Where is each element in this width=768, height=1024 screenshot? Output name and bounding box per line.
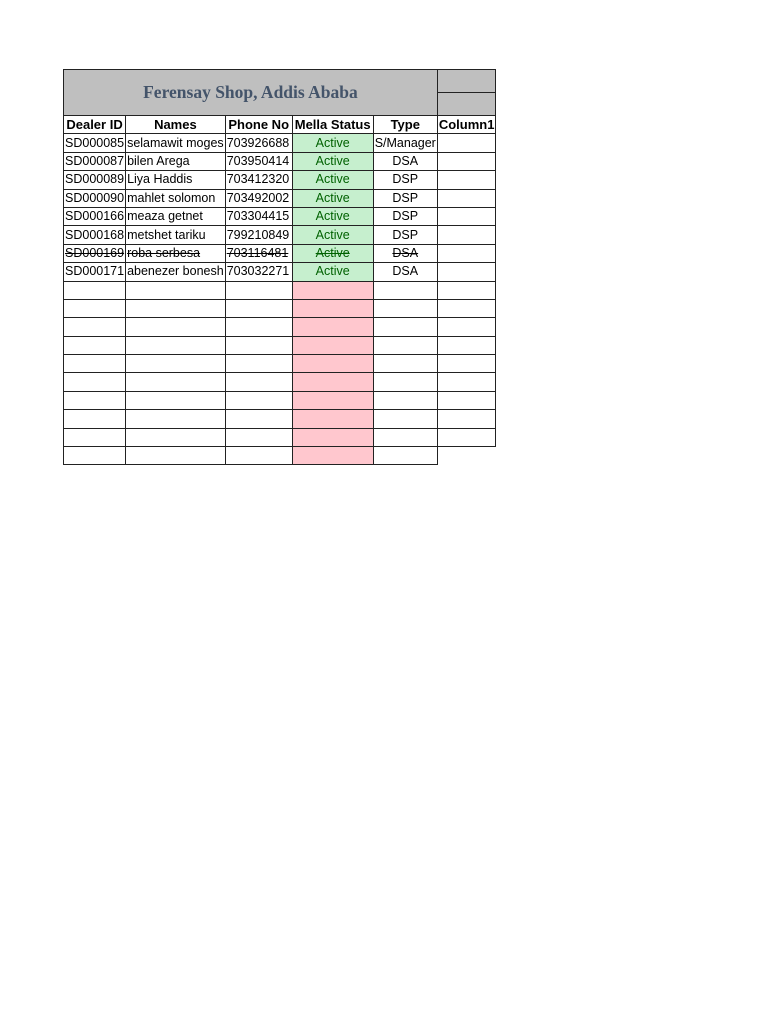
table-row [64, 207, 496, 225]
empty-cell[interactable] [64, 336, 126, 354]
phone-cell[interactable]: 703412320 [225, 171, 292, 189]
empty-cell[interactable] [64, 410, 126, 428]
phone-cell[interactable]: 703304415 [225, 207, 292, 225]
empty-cell[interactable] [292, 428, 373, 446]
header-column1[interactable]: Column1 [438, 117, 495, 133]
type-cell[interactable]: DSA [373, 152, 437, 170]
type-cell[interactable]: DSP [373, 207, 437, 225]
empty-cell[interactable] [437, 318, 496, 336]
column1-cell[interactable] [437, 134, 496, 152]
empty-cell[interactable] [373, 447, 437, 465]
phone-cell[interactable]: 703950414 [225, 152, 292, 170]
empty-cell[interactable] [437, 428, 496, 446]
empty-cell[interactable] [373, 410, 437, 428]
empty-cell[interactable] [292, 318, 373, 336]
name-cell[interactable]: meaza getnet [126, 207, 226, 225]
header-dealer-id[interactable]: Dealer ID [64, 116, 126, 134]
table-row [64, 189, 496, 207]
empty-cell[interactable] [225, 410, 292, 428]
empty-cell[interactable] [64, 428, 126, 446]
empty-cell[interactable] [225, 373, 292, 391]
type-cell[interactable]: DSA [373, 263, 437, 281]
type-cell[interactable]: DSP [373, 171, 437, 189]
empty-cell[interactable] [437, 355, 496, 373]
empty-cell[interactable] [292, 355, 373, 373]
phone-cell[interactable]: 703492002 [225, 189, 292, 207]
empty-cell[interactable] [64, 281, 126, 299]
type-cell[interactable]: S/Manager [373, 134, 437, 152]
header-phone-no[interactable]: Phone No [225, 116, 292, 134]
dealer-id-cell[interactable]: SD000168 [64, 226, 126, 244]
header-row [64, 116, 496, 134]
empty-cell[interactable] [126, 410, 226, 428]
header-mella-status[interactable]: Mella Status [292, 116, 373, 134]
title-side-cell-bottom[interactable] [437, 93, 496, 116]
empty-cell[interactable] [126, 373, 226, 391]
status-cell[interactable]: Active [292, 134, 373, 152]
empty-cell[interactable] [225, 391, 292, 409]
name-cell[interactable]: roba serbesa [126, 244, 226, 262]
status-cell[interactable]: Active [292, 226, 373, 244]
empty-cell[interactable] [437, 447, 496, 465]
status-cell[interactable]: Active [292, 244, 373, 262]
dealer-id-cell[interactable]: SD000085 [64, 134, 126, 152]
empty-cell[interactable] [292, 281, 373, 299]
phone-cell[interactable]: 703116481 [225, 244, 292, 262]
table-row [64, 244, 496, 262]
column1-cell[interactable] [437, 189, 496, 207]
empty-cell[interactable] [373, 299, 437, 317]
table-row [64, 134, 496, 152]
empty-cell[interactable] [64, 391, 126, 409]
table-row [64, 447, 496, 465]
name-cell[interactable]: abenezer bonesh [126, 263, 226, 281]
type-cell[interactable]: DSP [373, 226, 437, 244]
empty-cell[interactable] [126, 299, 226, 317]
table-row [64, 171, 496, 189]
status-cell[interactable]: Active [292, 189, 373, 207]
table-row [64, 152, 496, 170]
table-row [64, 281, 496, 299]
dealer-id-cell[interactable]: SD000171 [64, 263, 126, 281]
empty-cell[interactable] [126, 391, 226, 409]
empty-cell[interactable] [64, 447, 126, 465]
status-cell[interactable]: Active [292, 152, 373, 170]
empty-cell[interactable] [126, 428, 226, 446]
status-cell[interactable]: Active [292, 171, 373, 189]
table-row [64, 263, 496, 281]
dealer-id-cell[interactable]: SD000166 [64, 207, 126, 225]
empty-cell[interactable] [64, 299, 126, 317]
empty-cell[interactable] [373, 373, 437, 391]
empty-cell[interactable] [126, 336, 226, 354]
empty-cell[interactable] [373, 428, 437, 446]
header-names[interactable]: Names [126, 116, 226, 134]
empty-cell[interactable] [126, 447, 226, 465]
column1-cell[interactable] [437, 244, 496, 262]
empty-cell[interactable] [292, 447, 373, 465]
empty-cell[interactable] [292, 373, 373, 391]
empty-cell[interactable] [126, 355, 226, 373]
empty-cell[interactable] [437, 336, 496, 354]
empty-cell[interactable] [292, 410, 373, 428]
empty-cell[interactable] [437, 373, 496, 391]
column1-cell[interactable] [437, 263, 496, 281]
empty-cell[interactable] [225, 428, 292, 446]
name-cell[interactable]: Liya Haddis [126, 171, 226, 189]
empty-cell[interactable] [225, 299, 292, 317]
empty-cell[interactable] [437, 391, 496, 409]
header-type[interactable]: Type [373, 116, 437, 134]
empty-cell[interactable] [292, 299, 373, 317]
empty-cell[interactable] [225, 447, 292, 465]
empty-cell[interactable] [225, 355, 292, 373]
table-row [64, 318, 496, 336]
empty-cell[interactable] [292, 391, 373, 409]
empty-cell[interactable] [373, 355, 437, 373]
phone-cell[interactable]: 703926688 [225, 134, 292, 152]
empty-cell[interactable] [126, 318, 226, 336]
dealer-id-cell[interactable]: SD000169 [64, 244, 126, 262]
name-cell[interactable]: metshet tariku [126, 226, 226, 244]
name-cell[interactable]: mahlet solomon [126, 189, 226, 207]
table-row [64, 428, 496, 446]
empty-cell[interactable] [225, 336, 292, 354]
title-side-cell-top[interactable] [437, 70, 496, 93]
name-cell[interactable]: bilen Arega [126, 152, 226, 170]
dealer-id-cell[interactable]: SD000089 [64, 171, 126, 189]
table-row [64, 391, 496, 409]
table-row [64, 410, 496, 428]
empty-cell[interactable] [373, 281, 437, 299]
empty-cell[interactable] [373, 318, 437, 336]
table-row [64, 373, 496, 391]
empty-cell[interactable] [292, 336, 373, 354]
name-cell[interactable]: selamawit moges [126, 134, 226, 152]
sheet-title[interactable]: Ferensay Shop, Addis Ababa [64, 70, 438, 116]
empty-cell[interactable] [64, 318, 126, 336]
empty-cell[interactable] [437, 299, 496, 317]
column1-cell[interactable] [437, 171, 496, 189]
table-row [64, 299, 496, 317]
table-row [64, 336, 496, 354]
table-row [64, 355, 496, 373]
empty-cell[interactable] [373, 336, 437, 354]
empty-cell[interactable] [64, 373, 126, 391]
empty-cell[interactable] [126, 281, 226, 299]
empty-cell[interactable] [437, 281, 496, 299]
type-cell[interactable]: DSA [373, 244, 437, 262]
phone-cell[interactable]: 799210849 [225, 226, 292, 244]
phone-cell[interactable]: 703032271 [225, 263, 292, 281]
status-cell[interactable]: Active [292, 207, 373, 225]
empty-cell[interactable] [64, 355, 126, 373]
dealer-table [63, 69, 496, 465]
empty-cell[interactable] [225, 318, 292, 336]
empty-cell[interactable] [225, 281, 292, 299]
dealer-id-cell[interactable]: SD000090 [64, 189, 126, 207]
column1-cell[interactable] [437, 152, 496, 170]
dealer-id-cell[interactable]: SD000087 [64, 152, 126, 170]
empty-cell[interactable] [437, 410, 496, 428]
type-cell[interactable]: DSP [373, 189, 437, 207]
table-row [64, 226, 496, 244]
column1-cell[interactable] [437, 207, 496, 225]
column1-cell[interactable] [437, 226, 496, 244]
status-cell[interactable]: Active [292, 263, 373, 281]
empty-cell[interactable] [373, 391, 437, 409]
spreadsheet [63, 69, 496, 465]
